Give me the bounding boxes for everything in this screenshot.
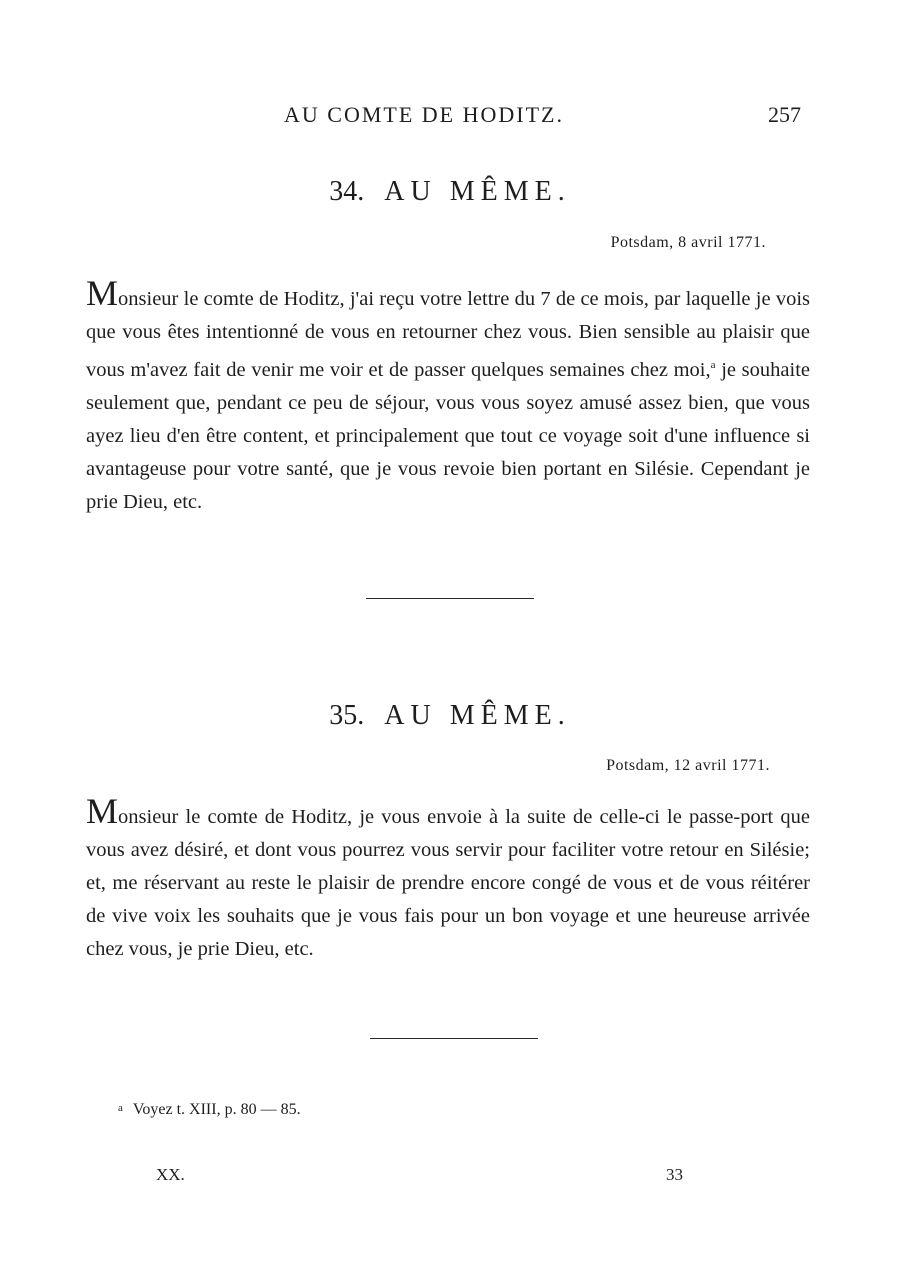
footnote-text: Voyez t. XIII, p. 80 — 85.	[132, 1101, 301, 1118]
letter-heading: AU MÊME.	[384, 176, 571, 207]
letter-number: 35.	[329, 700, 365, 731]
letter-text: onsieur le comte de Hoditz, je vous envoie à la suite de celle-ci le passe-port que vous avez désiré, et dont vous pourrez vous servir pour faciliter votre retour en Silésie; et, me réservant au reste le plaisir de prendre encore congé de vous et de vous réitérer de vive voix les souhaits que je vous fais pour un bon voyage et une heureuse arrivée chez vous, je prie Dieu, etc.	[86, 806, 810, 960]
letter-text: onsieur le comte de Hoditz, j'ai reçu votre lettre du 7 de ce mois, par laquelle je vois que vous êtes intentionné de vous en retourner chez vous. Bien sensible au plaisir que vous m'avez fait de venir me voir et de passer quelques semaines chez moi,	[86, 288, 810, 381]
footnote	[118, 1101, 301, 1119]
section-divider	[370, 1038, 538, 1039]
page-number: 257	[768, 102, 801, 127]
letter-35-dateline: Potsdam, 12 avril 1771.	[606, 757, 770, 774]
letter-34-title	[0, 176, 900, 208]
letter-number: 34.	[329, 176, 365, 207]
letter-34-dateline: Potsdam, 8 avril 1771.	[610, 234, 766, 251]
letter-heading: AU MÊME.	[384, 700, 571, 731]
footer-signature: 33	[666, 1165, 683, 1184]
section-divider	[366, 598, 534, 599]
letter-34-body	[86, 275, 810, 519]
footnote-reference: a	[710, 359, 716, 371]
drop-initial: M	[86, 791, 119, 831]
letter-text-continued: je souhaite seulement que, pendant ce peu de séjour, vous vous soyez amusé assez bien, que vous ayez lieu d'en être content, et principalement que tout ce voyage soit d'une influence si avantageuse pour votre santé, que je vous revoie bien portant en Silésie. Cependant je prie Dieu, etc.	[86, 359, 810, 513]
letter-35-title	[0, 700, 900, 732]
drop-initial: M	[86, 273, 119, 313]
letter-35-body	[86, 793, 810, 966]
footer-volume: XX.	[156, 1165, 185, 1184]
footnote-mark: a	[118, 1102, 123, 1114]
running-head-title: AU COMTE DE HODITZ.	[284, 102, 564, 127]
